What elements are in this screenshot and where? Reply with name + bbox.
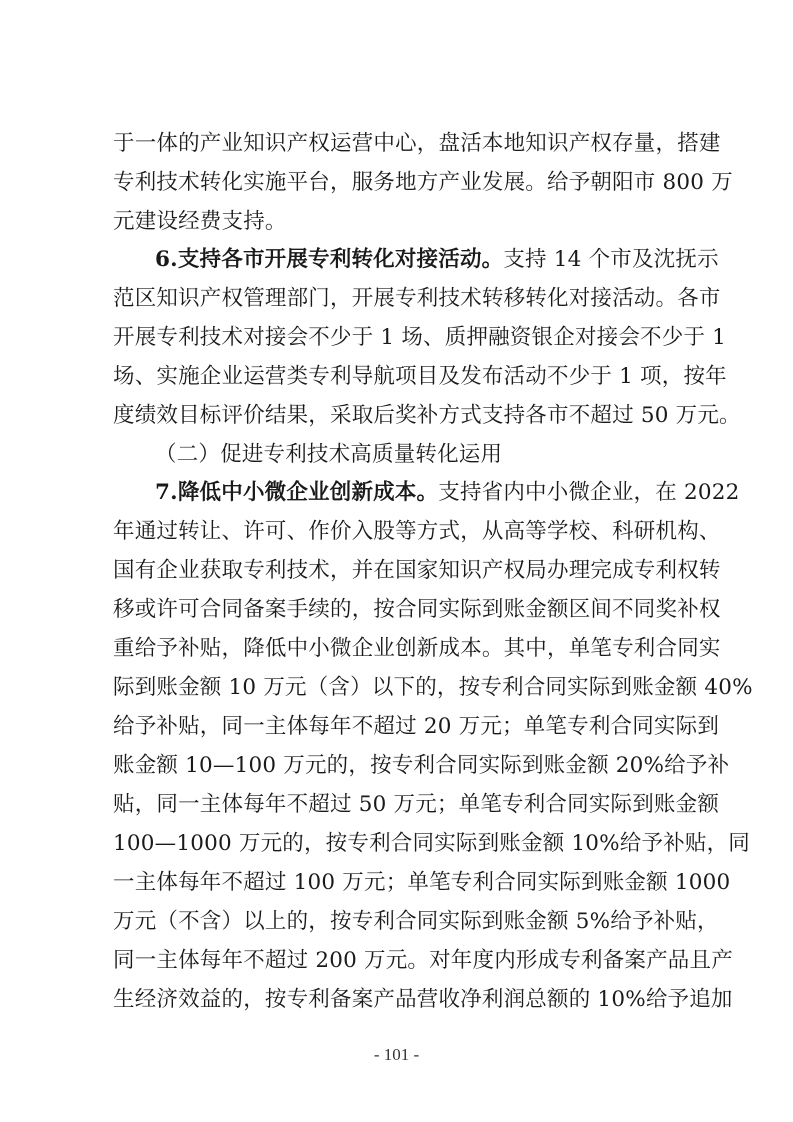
text-line: 给予补贴，同一主体每年不超过 20 万元；单笔专利合同实际到 <box>113 714 720 739</box>
text-line: 范区知识产权管理部门，开展专利技术转移转化对接活动。各市 <box>113 286 721 311</box>
text-line: 际到账金额 10 万元（含）以下的，按专利合同实际到账金额 40% <box>113 675 753 700</box>
text-line: 年通过转让、许可、作价入股等方式，从高等学校、科研机构、 <box>113 519 721 544</box>
text-line: 万元（不含）以上的，按专利合同实际到账金额 5%给予补贴， <box>113 909 719 934</box>
text-line: 于一体的产业知识产权运营中心，盘活本地知识产权存量，搭建 <box>113 131 721 156</box>
text-line: 一主体每年不超过 100 万元；单笔专利合同实际到账金额 1000 <box>113 870 731 895</box>
text-line: 国有企业获取专利技术，并在国家知识产权局办理完成专利权转 <box>113 558 721 583</box>
text-line: 同一主体每年不超过 200 万元。对年度内形成专利备案产品且产 <box>113 948 733 973</box>
subsection-heading: （二）促进专利技术高质量转化运用 <box>155 442 503 467</box>
text-line: 场、实施企业运营类专利导航项目及发布活动不少于 1 项，按年 <box>113 364 727 389</box>
text-line: 重给予补贴，降低中小微企业创新成本。其中，单笔专利合同实 <box>113 636 721 661</box>
text-line: 元建设经费支持。 <box>113 209 287 234</box>
section-item-6 <box>155 246 719 274</box>
item-text: 支持省内中小微企业，在 2022 <box>438 480 740 505</box>
item-text: 支持 14 个市及沈抚示 <box>503 247 719 272</box>
text-line: 专利技术转化实施平台，服务地方产业发展。给予朝阳市 800 万 <box>113 170 733 195</box>
text-line: 开展专利技术对接会不少于 1 场、质押融资银企对接会不少于 1 <box>113 325 727 350</box>
page-number: - 101 - <box>373 1045 420 1064</box>
item-heading: 6.支持各市开展专利转化对接活动。 <box>155 247 504 272</box>
text-line: 度绩效目标评价结果，采取后奖补方式支持各市不超过 50 万元。 <box>113 403 741 428</box>
item-heading: 7.降低中小微企业创新成本。 <box>155 480 439 505</box>
text-line: 移或许可合同备案手续的，按合同实际到账金额区间不同奖补权 <box>113 597 721 622</box>
text-line: 生经济效益的，按专利备案产品营收净利润总额的 10%给予追加 <box>113 987 733 1012</box>
text-line: 贴，同一主体每年不超过 50 万元；单笔专利合同实际到账金额 <box>113 792 720 817</box>
text-line: 账金额 10—100 万元的，按专利合同实际到账金额 20%给予补 <box>113 753 730 778</box>
section-item-7 <box>155 479 740 507</box>
text-line: 100—1000 万元的，按专利合同实际到账金额 10%给予补贴，同 <box>113 831 751 856</box>
